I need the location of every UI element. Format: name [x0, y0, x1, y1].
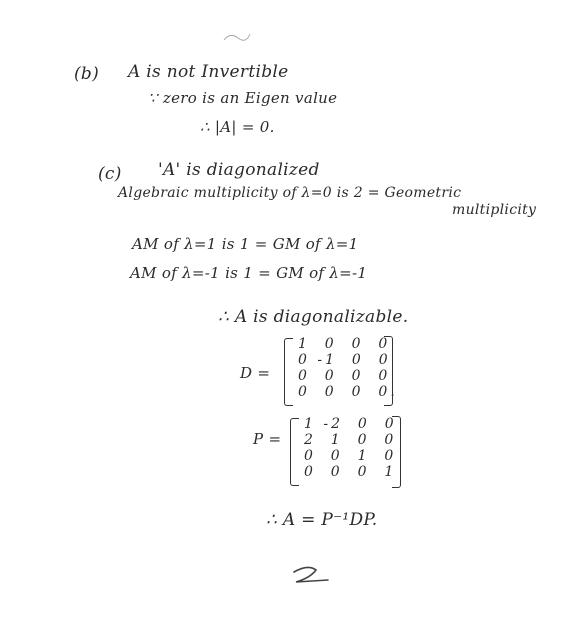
diagonalizable-conclusion: ∴ A is diagonalizable.	[218, 307, 409, 327]
p-matrix-row: 0 0 0 1	[304, 464, 397, 480]
d-matrix	[284, 336, 396, 408]
algebraic-multiplicity-line: Algebraic multiplicity of λ=0 is 2 = Geometric	[118, 185, 462, 201]
part-b-label: (b)	[74, 64, 100, 84]
p-matrix-row: 0 0 1 0	[304, 448, 397, 464]
d-matrix-row: 0 -1 0 0	[298, 352, 391, 368]
part-c-label: (c)	[98, 164, 122, 184]
final-result: ∴ A = P⁻¹DP.	[266, 510, 378, 530]
p-matrix-label: P =	[253, 430, 282, 448]
p-matrix-row: 2 1 0 0	[304, 432, 397, 448]
p-matrix-left-bracket	[290, 418, 299, 486]
multiplicity-line-lambda-minus-1: AM of λ=-1 is 1 = GM of λ=-1	[130, 264, 368, 282]
p-matrix	[290, 414, 402, 488]
scribble-mark	[290, 564, 334, 588]
d-matrix-row: 0 0 0 0.	[298, 384, 398, 400]
part-c-statement: 'A' is diagonalized	[158, 160, 320, 180]
d-matrix-label: D =	[240, 364, 271, 382]
part-b-result: ∴ |A| = 0.	[200, 118, 275, 136]
stray-pen-mark	[222, 28, 252, 44]
d-matrix-left-bracket	[284, 338, 293, 406]
multiplicity-line-lambda-1: AM of λ=1 is 1 = GM of λ=1	[132, 235, 359, 253]
p-matrix-right-bracket	[392, 416, 401, 488]
algebraic-multiplicity-line-cont: multiplicity	[452, 202, 537, 218]
d-matrix-row: 0 0 0 0	[298, 368, 391, 384]
part-b-statement: A is not Invertible	[128, 62, 289, 82]
d-matrix-row: 1 0 0 0	[298, 336, 391, 352]
p-matrix-row: 1 -2 0 0	[304, 416, 397, 432]
d-matrix-right-bracket	[384, 336, 393, 406]
part-b-reason: ∵ zero is an Eigen value	[148, 89, 338, 107]
